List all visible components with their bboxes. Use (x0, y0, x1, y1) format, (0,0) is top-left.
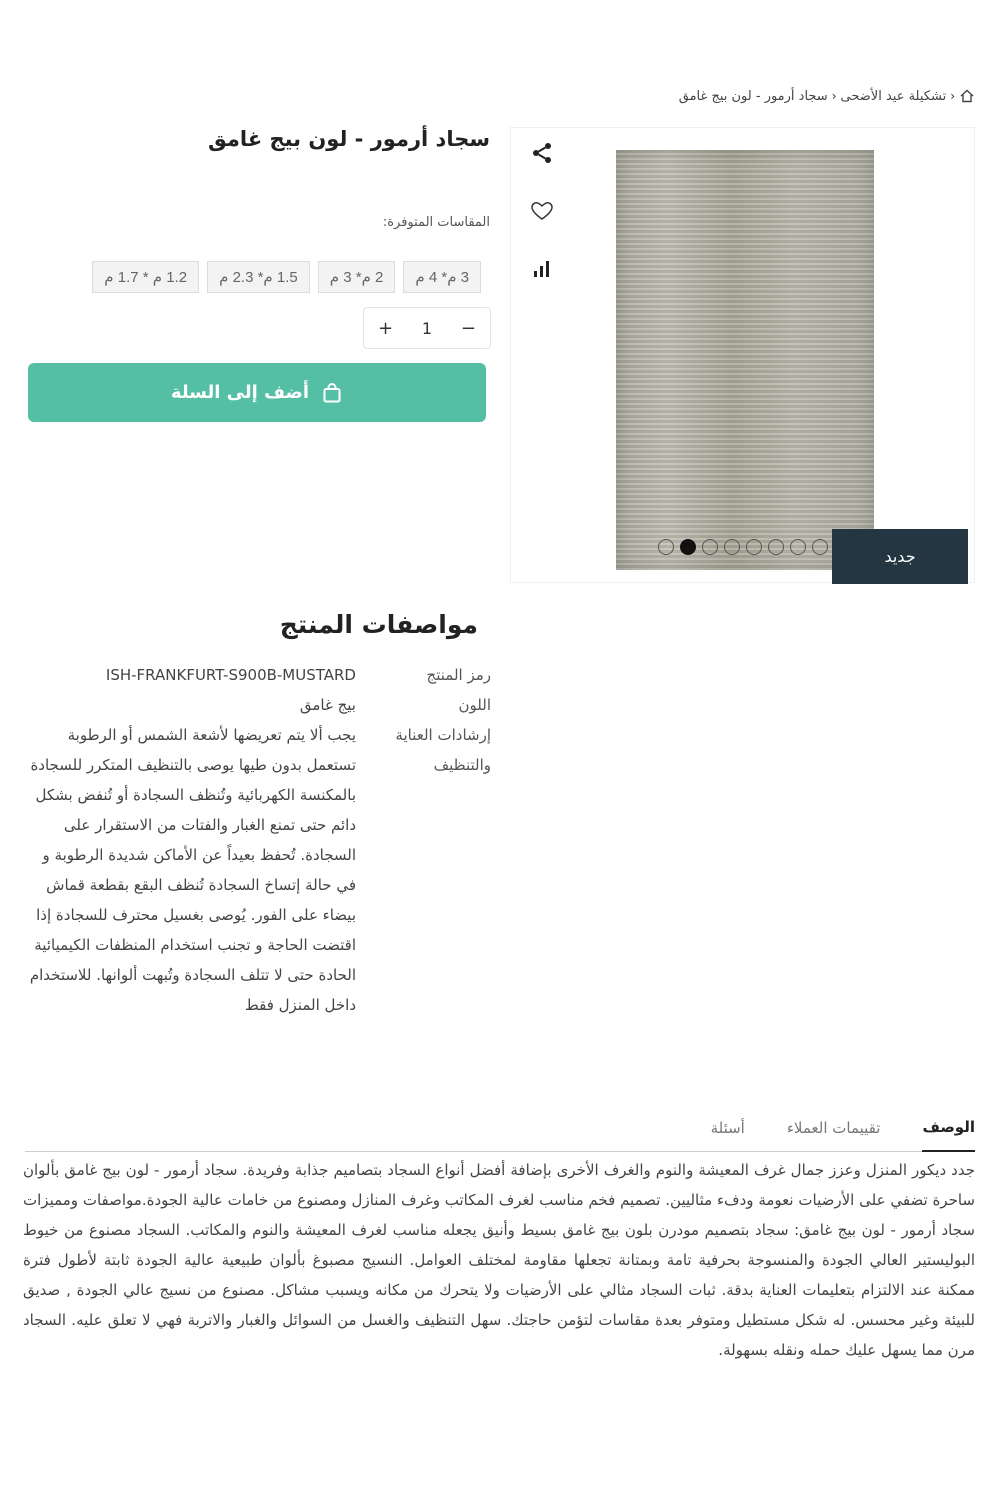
shopping-bag-icon (321, 382, 343, 404)
gallery-dot[interactable] (724, 539, 740, 555)
add-to-cart-label: أضف إلى السلة (170, 382, 310, 403)
gallery-dot[interactable] (768, 539, 784, 555)
add-to-cart-button[interactable] (28, 363, 486, 422)
product-image[interactable] (616, 150, 874, 570)
plus-button[interactable]: + (378, 317, 394, 339)
spec-value: يجب ألا يتم تعريضها لأشعة الشمس أو الرطوبة تستعمل بدون طيها يوصى بالتنظيف المتكرر للسجادة بالمكنسة الكهربائية وتُنظف السجادة أو تُنفض بشكل دائم حتى تمنع الغبار والفتات من الاستقرار على السجادة. تُحفظ بعيداً عن الأماكن شديدة الرطوبة و في حالة إتساخ السجادة تُنظف البقع بقطعة قماش بيضاء على الفور. يُوصى بغسيل محترف للسجادة إذا اقتضت الحاجة و تجنب استخدام المنظفات الكيميائية الحادة حتى لا تتلف السجادة وتُبهت ألوانها. للاستخدام داخل المنزل فقط (29, 726, 356, 1014)
gallery-dot[interactable] (658, 539, 674, 555)
minus-button[interactable]: − (460, 317, 476, 339)
size-options (92, 261, 481, 293)
chevron-left-icon: ‹ (831, 89, 837, 103)
size-option[interactable]: 1.5 م* 2.3 م (207, 261, 310, 293)
spec-key: إرشادات العناية والتنظيف (395, 726, 491, 774)
breadcrumb-link-collection[interactable]: تشكيلة عيد الأضحى (840, 88, 947, 104)
product-gallery (510, 127, 975, 583)
gallery-dot[interactable] (702, 539, 718, 555)
sizes-label: المقاسات المتوفرة: (382, 215, 490, 230)
breadcrumb (679, 88, 975, 104)
breadcrumb-current: سجاد أرمور - لون بيج غامق (678, 88, 828, 104)
quantity-value[interactable]: 1 (421, 318, 433, 338)
spec-value: بيج غامق (299, 696, 356, 714)
specs-title: مواصفات المنتج (279, 610, 478, 639)
tab-questions[interactable]: أسئلة (710, 1119, 745, 1137)
gallery-dot[interactable] (746, 539, 762, 555)
heart-icon[interactable] (529, 198, 555, 224)
gallery-dots (658, 539, 828, 555)
spec-key: اللون (458, 696, 491, 714)
product-description: جدد ديكور المنزل وعزز جمال غرف المعيشة والنوم والغرف الأخرى بإضافة أفضل أنواع السجاد بتصاميم جذابة وفريدة. سجاد أرمور - لون بيج غامق بألوان ساحرة تضفي على الأرضيات نعومة ودفء مثاليين. تصميم فخم مناسب لغرف المكاتب وغرف المنازل ومصنوع من خامات عالية الجودة.مواصفات ومميزات سجاد أرمور - لون بيج غامق: سجاد بتصميم مودرن بلون بيج غامق بسيط وأنيق يجعله مناسب لغرف المعيشة والنوم والمكاتب. السجاد مصنوع من خيوط البوليستير العالي الجودة والمنسوجة بحرفية تامة وبمتانة تجعلها مقاومة لمختلف العوامل. النسيج مصبوغ بألوان طبيعية عالية الجودة ثابتة لأطول فترة ممكنة عند الالتزام بتعليمات العناية بدقة. ثبات السجاد مثالي على الأرضيات ولا يتحرك من مكانه ويسبب مشاكل. مصنوع من نسيج عالي الجودة , صديق للبيئة وغير محسس. له شكل مستطيل ومتوفر بعدة مقاسات لتؤمن حاجتك. سهل التنظيف والغسل من السوائل والغبار والاتربة فهي لا تعلق عليه. السجاد مرن مما يسهل عليك حمله ونقله بسهولة. (23, 1161, 975, 1359)
product-title: سجاد أرمور - لون بيج غامق (208, 127, 490, 151)
compare-icon[interactable] (529, 256, 555, 282)
product-actions (527, 140, 557, 282)
spec-key: رمز المنتج (426, 666, 491, 684)
tab-reviews[interactable]: تقييمات العملاء (786, 1119, 881, 1137)
spec-row (26, 660, 491, 690)
size-option[interactable]: 2 م* 3 م (318, 261, 396, 293)
new-badge: جديد (832, 529, 968, 584)
size-option[interactable]: 1.2 م * 1.7 م (92, 261, 199, 293)
gallery-dot[interactable] (680, 539, 696, 555)
spec-row (26, 720, 491, 1020)
spec-value: ISH-FRANKFURT-S900B-MUSTARD (105, 666, 356, 684)
chevron-left-icon: ‹ (950, 89, 955, 103)
product-tabs (25, 1112, 975, 1152)
quantity-stepper (363, 307, 491, 349)
home-icon[interactable] (959, 88, 975, 104)
tab-description[interactable]: الوصف (922, 1112, 975, 1152)
spec-row (26, 690, 491, 720)
gallery-dot[interactable] (812, 539, 828, 555)
size-option[interactable]: 3 م* 4 م (403, 261, 481, 293)
gallery-dot[interactable] (790, 539, 806, 555)
share-icon[interactable] (529, 140, 555, 166)
